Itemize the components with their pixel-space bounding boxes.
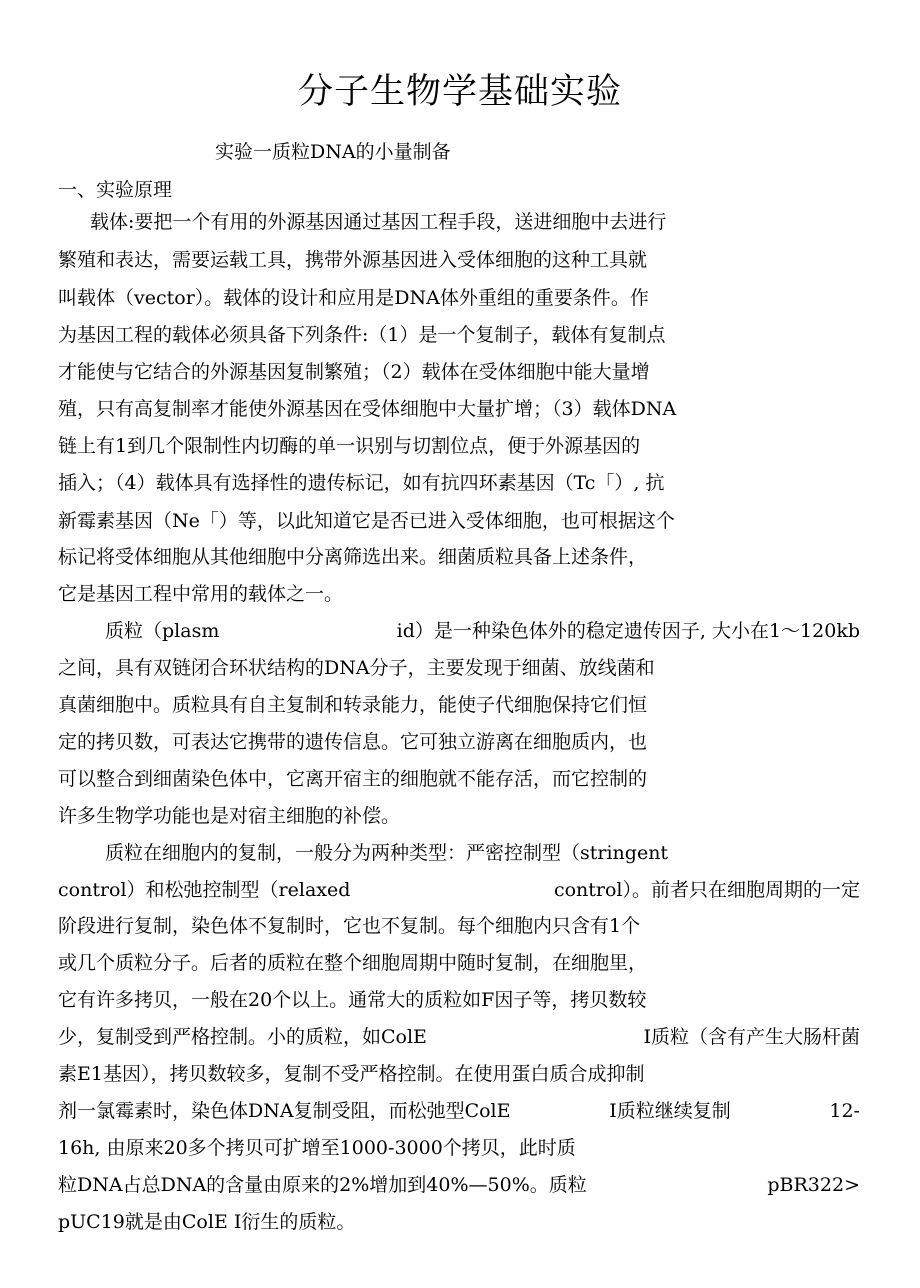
paragraph-line: pUC19就是由ColE I衍生的质粒。 bbox=[58, 1211, 356, 1233]
text-segment: 质粒（plasm bbox=[105, 620, 220, 642]
text-segment: control）。前者只在细胞周期的一定 bbox=[553, 879, 860, 901]
paragraph-line: 许多生物学功能也是对宿主细胞的补偿。 bbox=[58, 805, 401, 827]
experiment-subtitle: 实验一质粒DNA的小量制备 bbox=[215, 141, 451, 163]
paragraph-line: 素E1基因），拷贝数较多，复制不受严格控制。在使用蛋白质合成抑制 bbox=[58, 1063, 645, 1085]
paragraph-line: 它是基因工程中常用的载体之一。 bbox=[58, 583, 344, 605]
paragraph-line bbox=[105, 617, 860, 645]
paragraph-line: 插入；（4）载体具有选择性的遗传标记，如有抗四环素基因（Tc「）, 抗 bbox=[58, 472, 665, 494]
paragraph-line: 可以整合到细菌染色体中，它离开宿主的细胞就不能存活，而它控制的 bbox=[58, 768, 648, 790]
text-segment: I质粒（含有产生大肠杆菌 bbox=[643, 1026, 860, 1048]
paragraph-line: 质粒在细胞内的复制，一般分为两种类型：严密控制型（stringent bbox=[105, 842, 669, 864]
text-segment: pBR322> bbox=[767, 1174, 860, 1196]
paragraph-line: 叫载体（vector）。载体的设计和应用是DNA体外重组的重要条件。作 bbox=[58, 287, 649, 309]
paragraph-line bbox=[58, 1171, 860, 1199]
paragraph-line bbox=[58, 876, 860, 904]
paragraph-line: 繁殖和表达，需要运载工具，携带外源基因进入受体细胞的这种工具就 bbox=[58, 249, 648, 271]
paragraph-line: 新霉素基因（Ne「）等，以此知道它是否已进入受体细胞，也可根据这个 bbox=[58, 510, 675, 532]
paragraph-line: 之间，具有双链闭合环状结构的DNA分子，主要发现于细菌、放线菌和 bbox=[58, 657, 655, 679]
text-segment: control）和松弛控制型（relaxed bbox=[58, 879, 351, 901]
text-segment: 12- bbox=[829, 1100, 860, 1122]
paragraph-line: 16h, 由原来20多个拷贝可扩增至1000-3000个拷贝，此时质 bbox=[58, 1137, 576, 1159]
section-heading: 一、实验原理 bbox=[58, 179, 173, 201]
text-segment: id）是一种染色体外的稳定遗传因子, 大小在1～120kb bbox=[396, 620, 860, 642]
paragraph-line: 为基因工程的载体必须具备下列条件:（1）是一个复制子，载体有复制点 bbox=[58, 324, 666, 346]
paragraph-line: 才能使与它结合的外源基因复制繁殖；（2）载体在受体细胞中能大量增 bbox=[58, 361, 650, 383]
page-title: 分子生物学基础实验 bbox=[297, 72, 622, 112]
text-segment: 少，复制受到严格控制。小的质粒，如ColE bbox=[58, 1026, 427, 1048]
paragraph-line: 阶段进行复制，染色体不复制时，它也不复制。每个细胞内只含有1个 bbox=[58, 915, 641, 937]
paragraph-line: 殖，只有高复制率才能使外源基因在受体细胞中大量扩增；（3）载体DNA bbox=[58, 398, 677, 420]
text-segment: I质粒继续复制 bbox=[609, 1100, 731, 1122]
paragraph-line bbox=[58, 1097, 860, 1125]
paragraph-line: 真菌细胞中。质粒具有自主复制和转录能力，能使子代细胞保持它们恒 bbox=[58, 694, 648, 716]
text-segment: 粒DNA占总DNA的含量由原来的2%增加到40%—50%。质粒 bbox=[58, 1174, 587, 1196]
paragraph-line: 标记将受体细胞从其他细胞中分离筛选出来。细菌质粒具备上述条件， bbox=[58, 546, 648, 568]
paragraph-line bbox=[58, 1023, 860, 1051]
paragraph-line: 或几个质粒分子。后者的质粒在整个细胞周期中随时复制，在细胞里， bbox=[58, 952, 648, 974]
paragraph-line: 它有许多拷贝，一般在20个以上。通常大的质粒如F因子等，拷贝数较 bbox=[58, 989, 647, 1011]
text-segment: 剂一氯霉素时，染色体DNA复制受阻，而松弛型ColE bbox=[58, 1100, 511, 1122]
paragraph-line: 载体:要把一个有用的外源基因通过基因工程手段，送进细胞中去进行 bbox=[90, 211, 667, 233]
paragraph-line: 定的拷贝数，可表达它携带的遗传信息。它可独立游离在细胞质内，也 bbox=[58, 731, 648, 753]
paragraph-line: 链上有1到几个限制性内切酶的单一识别与切割位点，便于外源基因的 bbox=[58, 435, 641, 457]
